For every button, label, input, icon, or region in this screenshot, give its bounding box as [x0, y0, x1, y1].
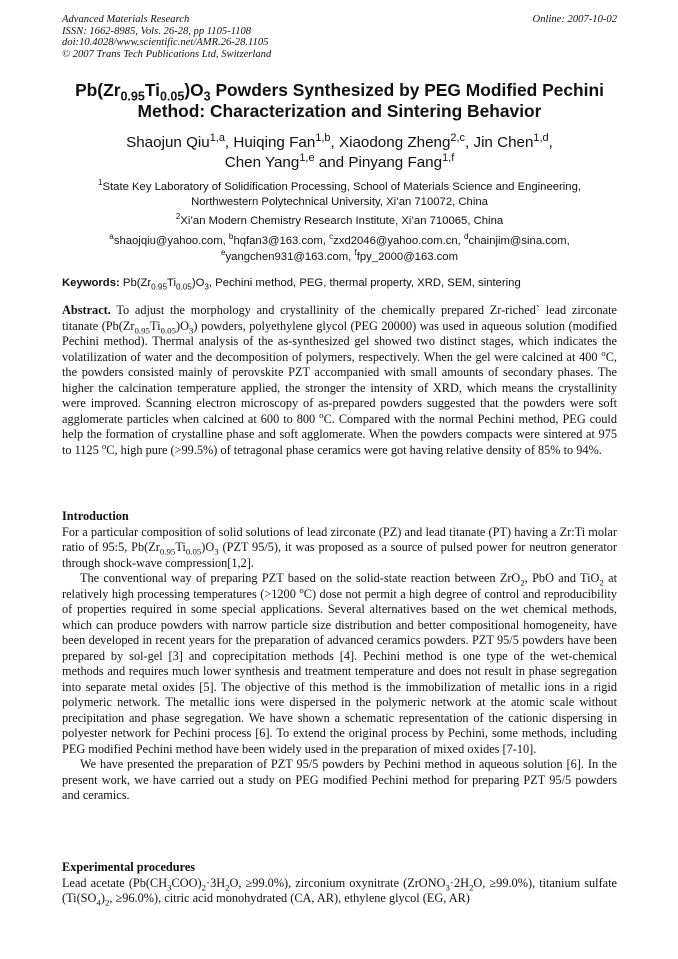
affiliation-2: $^2$Xi’an Modern Chemistry Research Institute, Xi’an 710065, China [175, 212, 504, 227]
title-line-2: Method: Characterization and Sintering Behavior [137, 101, 542, 121]
authors-line-1: Shaojun Qiu$^{1,a}$, Huiqing Fan$^{1,b}$, Xiaodong Zheng$^{2,c}$, Jin Chen$^{1,d}$, [126, 131, 553, 151]
intro-paragraph-3: We have presented the preparation of PZT 95/5 powders by Pechini method in aqueous solution [6]. In the present work, we have carried out a study on PEG modified Pechini method for preparing PZT 95/5 powders and ceramics. [62, 757, 617, 802]
author-list [62, 133, 617, 173]
experimental-paragraph: Lead acetate ($Pb(CH_3COO)_2\cdot 3H_2O$, ≥99.0%), zirconium oxynitrate ($ZrONO_3\cdot 2H_2O$, ≥99.0%), titanium sulfate ($Ti(SO_4)_2$, ≥96.0%), citric acid monohydrated (CA, AR), ethylene glycol (EG, AR) [62, 875, 617, 908]
intro-paragraph-2: The conventional way of preparing PZT based on the solid-state reaction between ZrO$_2$, PbO and TiO$_2$ at relatively high processing temperatures (>1200 $^o$C) dose not permit a high degree of control and reproducibility of properties required in some special applications. Several alternatives based on the wet chemical methods, which can produce powders with narrow particle size distribution and better compositional homogeneity, have been developed in recent years for the preparation of advanced ceramics powders. PZT 95/5 powders have been prepared by sol-gel [3] and coprecipitation methods [4]. Pechini method is one type of the wet-chemical methods and requires much lower synthesis and treatment temperature and does not result in phase segregation into separate metal oxides [5]. The objective of this method is the immobilization of metallic ions in a rigid polymeric network. The metallic ions were dispersed in the polymeric network at the atomic scale without precipitation and phase segregation. We have shown a schematic representation of the cationic dispersing in polyester network for Pechini process [6]. To extend the original process by Pechini, some methods, including PEG modified Pechini method have been widely used in the preparation of mixed oxides [7-10]. [62, 571, 618, 756]
issn-line: ISSN: 1662-8985, Vols. 26-28, pp 1105-1108 [62, 25, 252, 37]
experimental-section [62, 860, 617, 907]
title-line-1: $Pb(Zr_{0.95}Ti_{0.05})O_3$ Powders Synthesized by PEG Modified Pechini [75, 80, 604, 104]
abstract: Abstract. To adjust the morphology and crystallinity of the chemically prepared Zr-riched` lead zirconate titanate $(Pb(Zr_{0.95}Ti_{0.05})O_3)$ powders, polyethylene glycol (PEG 20000) was used in aqueous solution (modified Pechini method). Thermal analysis of the as-synthesized gel showed two distinct stages, which indicates the volatilization of water and the decomposition of polymers, respectively. When the gel were calcined at 400 $^o$C, the powders consisted mainly of perovskite PZT accompanied with small amounts of secondary phases. The higher the calcination temperature applied, the stronger the intensity of XRD, which means the crystallinity were improved. Scanning electron microscopy of as-prepared powders suggested that the powders were soft agglomerate particles when calcined at 600 to 800 $^o$C. Compared with the normal Pechini method, PEG could help the formation of crystalline phase and soft agglomerate. When the powders compacts were sintered at 975 to 1125 $^o$C, high pure (>99.5%) of tetragonal phase ceramics were got having relative density of 85% to 94%. [62, 303, 617, 457]
abstract-label: Abstract. [62, 303, 111, 317]
introduction-section [62, 509, 617, 804]
introduction-heading: Introduction [62, 509, 129, 523]
authors-line-2: Chen Yang$^{1,e}$ and Pinyang Fang$^{1,f}$ [224, 151, 455, 171]
journal-name: Advanced Materials Research [62, 14, 190, 25]
author-emails: $^a$shaojqiu@yahoo.com, $^b$hqfan3@163.com, $^c$zxd2046@yahoo.com.cn, $^d$chainjim@sina.com, $^e$yangchen931@163.com, $^f$fpy_2000@163.com [109, 232, 570, 263]
copyright-line: © 2007 Trans Tech Publications Ltd, Switzerland [62, 48, 272, 60]
experimental-heading: Experimental procedures [62, 860, 196, 874]
doi-line: doi:10.4028/www.scientific.net/AMR.26-28.1105 [62, 37, 269, 48]
paper-title [62, 80, 617, 122]
journal-header [62, 14, 617, 60]
keywords-label: Keywords: [62, 277, 120, 289]
affiliation-1: $^1$State Key Laboratory of Solidification Processing, School of Materials Science and Engineering, Northwestern Polytechnical University, Xi’an 710072, China [97, 178, 582, 208]
online-date: Online: 2007-10-02 [532, 14, 617, 25]
intro-paragraph-1: For a particular composition of solid solutions of lead zirconate (PZ) and lead titanate (PT) having a Zr:Ti molar ratio of 95:5, $Pb(Zr_{0.95}Ti_{0.05})O_3$ (PZT 95/5), it was proposed as a source of pulsed power for neutron generator through shock-wave compression[1,2]. [62, 524, 617, 570]
keywords-line: Keywords: $Pb(Zr_{0.95}Ti_{0.05})O_3$, Pechini method, PEG, thermal property, XRD, SEM, sintering [62, 277, 521, 292]
